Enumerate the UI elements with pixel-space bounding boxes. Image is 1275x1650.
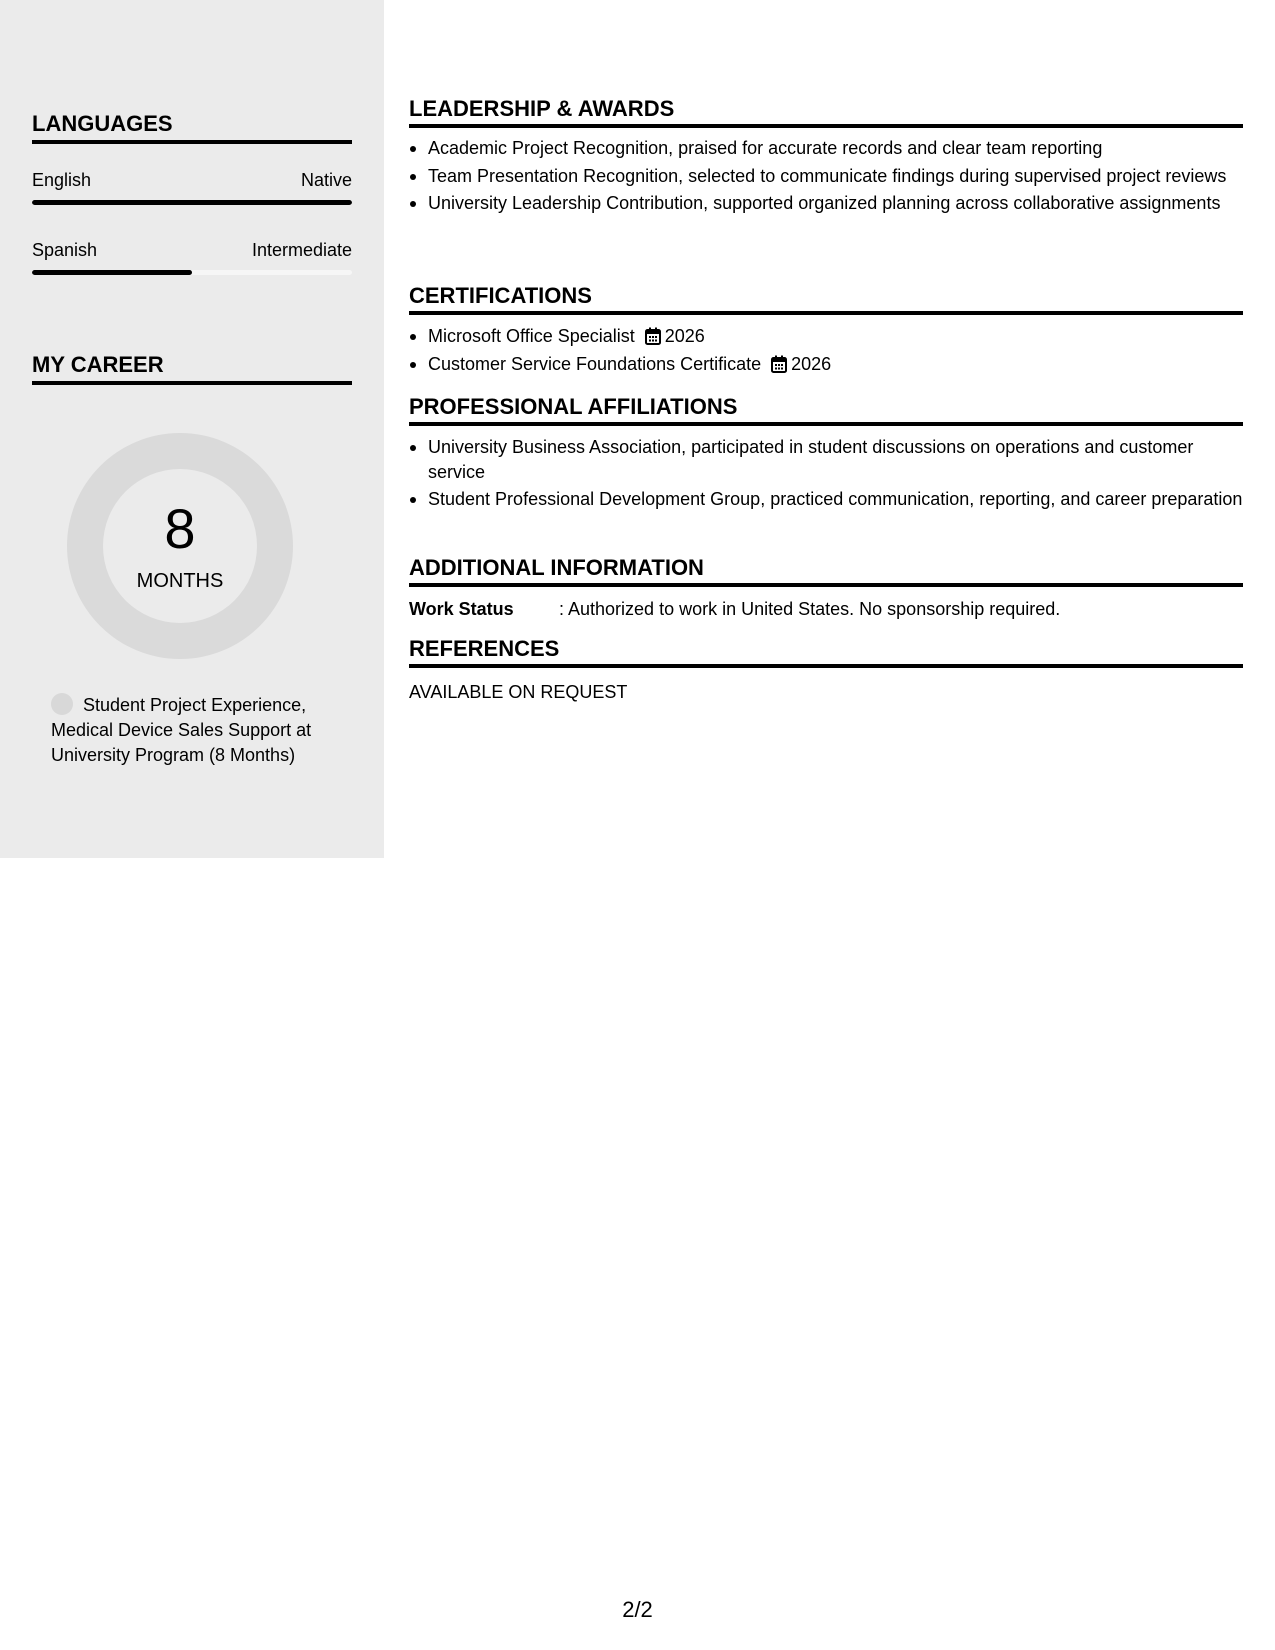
language-proficiency-bar bbox=[32, 270, 352, 275]
language-proficiency-fill bbox=[32, 200, 352, 205]
list-item: Team Presentation Recognition, selected to communicate findings during supervised project reviews bbox=[409, 164, 1243, 189]
list-item bbox=[409, 324, 1243, 349]
language-level: Intermediate bbox=[251, 240, 352, 260]
affiliations-list bbox=[409, 435, 1243, 515]
language-proficiency-fill bbox=[32, 270, 192, 275]
list-item: Student Professional Development Group, practiced communication, reporting, and career preparation bbox=[409, 487, 1243, 512]
references-heading: REFERENCES bbox=[409, 636, 1243, 668]
work-status-row bbox=[409, 597, 1243, 621]
certification-name: Microsoft Office Specialist bbox=[428, 326, 635, 346]
work-status-value: : Authorized to work in United States. No sponsorship required. bbox=[559, 599, 1061, 619]
page-number: 2/2 bbox=[622, 1597, 653, 1622]
list-item: University Leadership Contribution, supported organized planning across collaborative assignments bbox=[409, 191, 1243, 216]
language-name: Spanish bbox=[32, 240, 98, 260]
list-item: University Business Association, participated in student discussions on operations and customer service bbox=[409, 435, 1243, 484]
career-entry-text: Student Project Experience, Medical Device Sales Support at University Program (8 Months) bbox=[51, 695, 312, 765]
language-row-spanish bbox=[32, 239, 352, 261]
calendar-icon bbox=[771, 355, 787, 373]
affiliations-heading: PROFESSIONAL AFFILIATIONS bbox=[409, 394, 1243, 426]
career-entry bbox=[51, 693, 351, 768]
certification-name: Customer Service Foundations Certificate bbox=[428, 353, 762, 374]
list-item bbox=[409, 352, 1243, 377]
career-donut-chart bbox=[67, 433, 293, 659]
career-total-number: 8 bbox=[164, 497, 196, 560]
certification-year: 2026 bbox=[791, 353, 832, 374]
legend-dot-icon bbox=[51, 693, 73, 715]
languages-heading: LANGUAGES bbox=[32, 111, 352, 144]
language-level: Native bbox=[300, 170, 352, 190]
career-donut-center bbox=[103, 469, 257, 623]
work-status-label: Work Status bbox=[409, 599, 514, 619]
leadership-list bbox=[409, 136, 1243, 219]
language-name: English bbox=[32, 170, 92, 190]
certifications-heading: CERTIFICATIONS bbox=[409, 283, 1243, 315]
certifications-list bbox=[409, 324, 1243, 379]
additional-info-heading: ADDITIONAL INFORMATION bbox=[409, 555, 1243, 587]
language-proficiency-bar bbox=[32, 200, 352, 205]
references-text: AVAILABLE ON REQUEST bbox=[409, 682, 628, 702]
calendar-icon bbox=[645, 327, 661, 345]
certification-year: 2026 bbox=[664, 326, 705, 346]
career-total-unit: MONTHS bbox=[136, 570, 224, 592]
sidebar bbox=[0, 0, 384, 858]
leadership-heading: LEADERSHIP & AWARDS bbox=[409, 96, 1243, 128]
language-row-english bbox=[32, 169, 352, 191]
list-item: Academic Project Recognition, praised for accurate records and clear team reporting bbox=[409, 136, 1243, 161]
career-heading: MY CAREER bbox=[32, 352, 352, 385]
